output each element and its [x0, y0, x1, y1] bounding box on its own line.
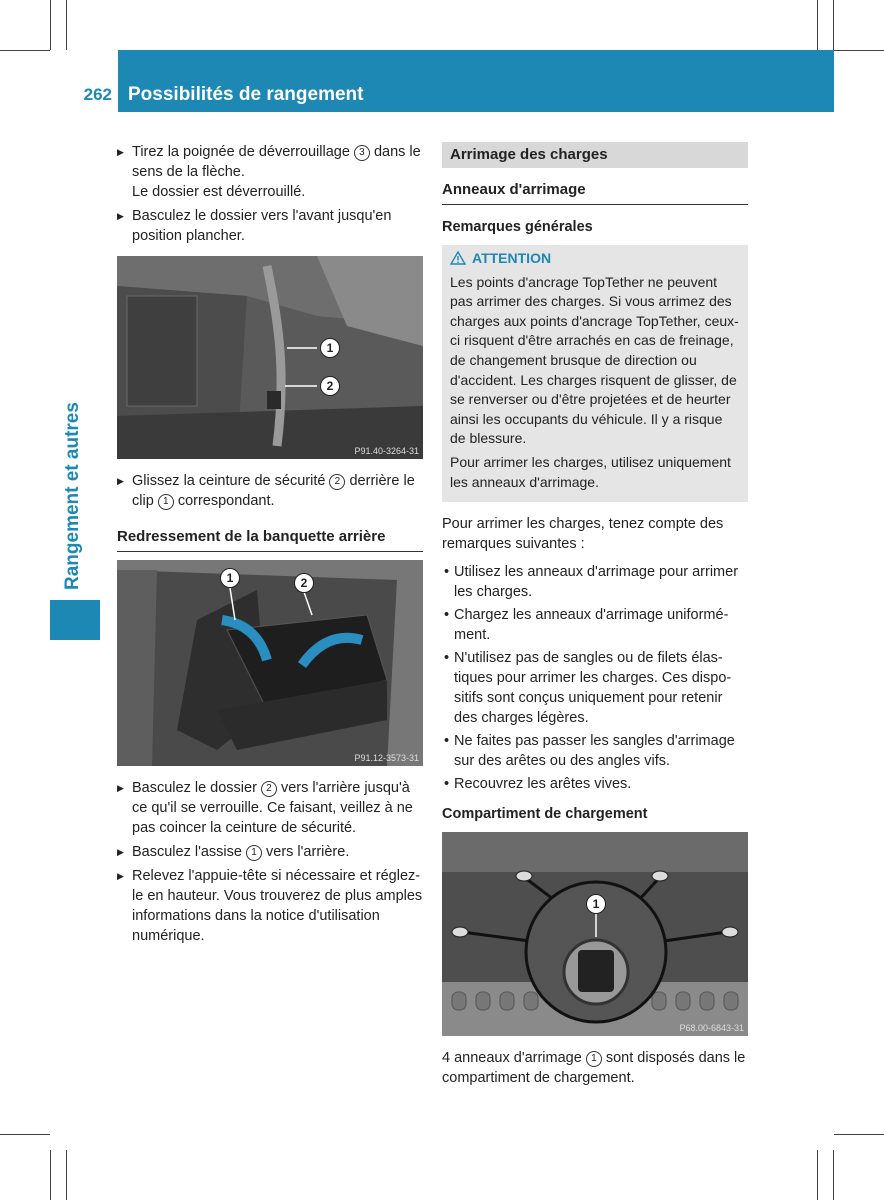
crop-mark	[66, 1150, 67, 1200]
crop-mark	[0, 1134, 50, 1135]
intro-paragraph: Pour arrimer les charges, tenez compte des remarques suivantes :	[442, 516, 724, 553]
crop-mark	[0, 50, 50, 51]
crop-mark	[833, 1150, 834, 1200]
image-code: P91.12-3573-31	[354, 753, 419, 763]
step-text: dans le sens de la flèche.	[132, 144, 421, 180]
crop-mark	[66, 0, 67, 50]
image-code: P91.40-3264-31	[354, 446, 419, 456]
crop-mark	[834, 1134, 884, 1135]
step-result: Le dossier est déverrouillé.	[132, 184, 306, 200]
instruction-step	[117, 842, 423, 862]
list-item: • Utilisez les anneaux d'arrimage pour arrimer les charges.	[442, 562, 748, 602]
section-heading: Redressement de la banquette arrière	[117, 527, 423, 552]
seatbelt-illustration	[117, 256, 423, 459]
photo-tie-down-rings	[442, 832, 748, 1036]
subheading: Remarques générales	[442, 219, 593, 235]
callout-1: 1	[220, 568, 240, 588]
step-text: ▶ Basculez le dossier vers l'avant jusqu'en position plancher.	[132, 208, 392, 244]
callout-number: 1	[246, 845, 262, 861]
crop-mark	[833, 0, 834, 50]
right-column	[442, 142, 748, 1096]
callout-number: 1	[158, 494, 174, 510]
page-title: Possibilités de rangement	[128, 84, 364, 105]
warning-text: Les points d'ancrage TopTether ne peuvent pas arrimer des charges. Si vous arrimez des charges aux points d'ancrage TopTether, ceux-ci risquent d'être arrachés en cas de freinage, de changement brusque de direction ou d'accident. Les charges risquent de glisser, de se renverser ou d'être projetées et de heurter ainsi les occupants du véhicule. Il y a risque de blessure.	[450, 273, 739, 447]
crop-mark	[834, 50, 884, 51]
instruction-step	[117, 142, 423, 202]
page-number: 262	[83, 85, 112, 104]
callout-1: 1	[320, 338, 340, 358]
tie-down-illustration	[442, 832, 748, 1036]
rear-bench-illustration	[117, 560, 423, 766]
step-text: derrière le clip	[132, 473, 415, 509]
callout-number: 2	[329, 474, 345, 490]
side-tab-label: Rangement et autres	[62, 402, 83, 590]
crop-mark	[817, 1150, 818, 1200]
step-text: correspondant.	[173, 493, 275, 509]
section-heading: Anneaux d'arrimage	[442, 180, 748, 205]
step-text: Tirez la poignée de déverrouillage	[132, 144, 354, 160]
callout-number: 3	[354, 145, 370, 161]
step-text: vers l'arrière.	[261, 844, 350, 860]
step-text: Basculez l'assise	[132, 844, 246, 860]
caption-text: sont disposés dans le compartiment de chargement.	[442, 1050, 746, 1087]
crop-mark	[50, 0, 51, 50]
warning-label: ATTENTION	[472, 250, 552, 266]
subheading: Compartiment de chargement	[442, 806, 648, 823]
list-item: • N'utilisez pas de sangles ou de filets élastiques pour arrimer les charges. Ces dispositifs sont conçus uniquement pour retenir des charges légères.	[442, 648, 748, 728]
warning-triangle-icon	[450, 251, 466, 271]
section-band-title: Arrimage des charges	[442, 142, 748, 168]
crop-mark	[817, 0, 818, 50]
step-text: Glissez la ceinture de sécurité	[132, 473, 330, 489]
callout-2: 2	[294, 573, 314, 593]
callout-number: 2	[261, 781, 277, 797]
list-item: • Chargez les anneaux d'arrimage uniformément.	[442, 605, 748, 645]
warning-text: Pour arrimer les charges, utilisez uniquement les anneaux d'arrimage.	[450, 453, 731, 490]
step-text: ▶ Relevez l'appuie-tête si nécessaire et réglez-le en hauteur. Vous trouverez de plus amples informations dans la notice d'utilisation numérique.	[132, 868, 423, 944]
instruction-step	[117, 471, 423, 511]
left-column	[117, 142, 423, 950]
image-code: P68.00-6843-31	[679, 1023, 744, 1034]
step-text: vers l'arrière jusqu'à ce qu'il se verrouille. Ce faisant, veillez à ne pas coincer la ceinture de sécurité.	[132, 780, 413, 836]
warning-header	[450, 249, 740, 271]
crop-mark	[50, 1150, 51, 1200]
list-item: • Ne faites pas passer les sangles d'arrimage sur des arêtes ou des angles vifs.	[442, 731, 748, 771]
instruction-step	[117, 778, 423, 838]
side-tab	[50, 600, 100, 640]
instruction-step	[117, 206, 423, 246]
callout-number: 1	[586, 1051, 602, 1067]
caption-text: 4 anneaux d'arrimage	[442, 1050, 586, 1067]
step-text: Basculez le dossier	[132, 780, 261, 796]
instruction-step	[117, 866, 423, 946]
photo-seatbelt	[117, 256, 423, 459]
callout-2: 2	[320, 376, 340, 396]
warning-box	[442, 245, 748, 502]
photo-rear-bench	[117, 560, 423, 766]
callout-1: 1	[586, 894, 606, 914]
list-item: • Recouvrez les arêtes vives.	[442, 774, 748, 794]
caption	[442, 1048, 748, 1088]
